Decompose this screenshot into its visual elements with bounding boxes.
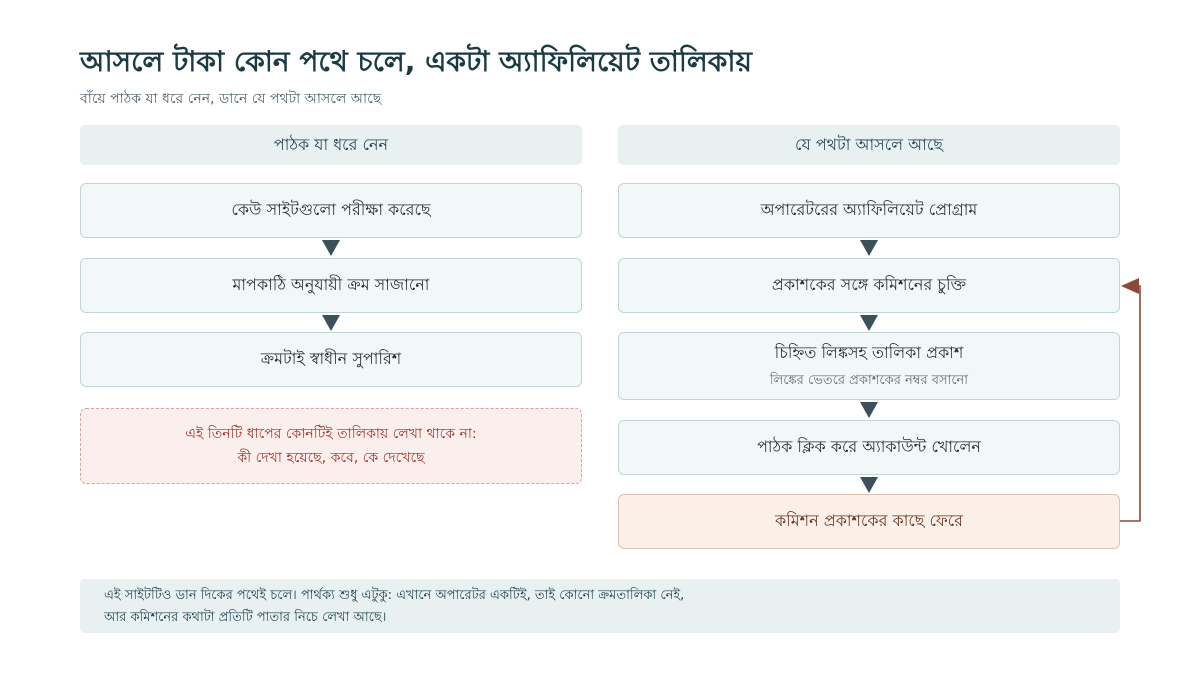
down-arrow-icon bbox=[860, 402, 878, 418]
actual-step-3-label: চিহ্নিত লিঙ্কসহ তালিকা প্রকাশ bbox=[774, 343, 964, 362]
assumed-step-3 bbox=[80, 332, 582, 387]
actual-step-2-label: প্রকাশকের সঙ্গে কমিশনের চুক্তি bbox=[771, 275, 967, 294]
missing-info-note bbox=[80, 408, 582, 484]
assumed-step-2 bbox=[80, 258, 582, 313]
down-arrow-icon bbox=[860, 315, 878, 331]
actual-step-3 bbox=[618, 332, 1120, 400]
missing-info-line-1: এই তিনটি ধাপের কোনটিই তালিকায় লেখা থাকে না: bbox=[185, 426, 477, 442]
page-title: আসলে টাকা কোন পথে চলে, একটা অ্যাফিলিয়েট তালিকায় bbox=[80, 45, 752, 78]
footer-line-2: আর কমিশনের কথাটা প্রতিটি পাতার নিচে লেখা আছে। bbox=[104, 610, 387, 625]
actual-step-3-sublabel: লিঙ্কের ভেতরে প্রকাশকের নম্বর বসানো bbox=[769, 373, 969, 388]
footer-note bbox=[80, 579, 1120, 633]
footer-line-1: এই সাইটটিও ডান দিকের পথেই চলে। পার্থক্য শুধু এটুকু: এখানে অপারেটর একটিই, তাই কোনো ক্রমতালিকা নেই, bbox=[104, 588, 685, 603]
actual-step-1-label: অপারেটরের অ্যাফিলিয়েট প্রোগ্রাম bbox=[760, 200, 978, 219]
actual-step-1 bbox=[618, 183, 1120, 238]
page-subtitle: বাঁয়ে পাঠক যা ধরে নেন, ডানে যে পথটা আসলে আছে bbox=[80, 91, 382, 107]
left-column-header: পাঠক যা ধরে নেন bbox=[80, 125, 582, 165]
actual-step-4-label: পাঠক ক্লিক করে অ্যাকাউন্ট খোলেন bbox=[757, 437, 981, 456]
right-column-header: যে পথটা আসলে আছে bbox=[618, 125, 1120, 165]
assumed-step-1-label: কেউ সাইটগুলো পরীক্ষা করেছে bbox=[231, 200, 431, 219]
down-arrow-icon bbox=[322, 315, 340, 331]
down-arrow-icon bbox=[860, 477, 878, 493]
actual-step-5-label: কমিশন প্রকাশকের কাছে ফেরে bbox=[775, 511, 963, 530]
assumed-step-1 bbox=[80, 183, 582, 238]
actual-step-2 bbox=[618, 258, 1120, 313]
actual-step-4 bbox=[618, 420, 1120, 475]
down-arrow-icon bbox=[322, 240, 340, 256]
missing-info-line-2: কী দেখা হয়েছে, কবে, কে দেখেছে bbox=[237, 450, 425, 466]
actual-step-5 bbox=[618, 494, 1120, 549]
assumed-step-3-label: ক্রমটাই স্বাধীন সুপারিশ bbox=[260, 349, 402, 368]
assumed-step-2-label: মাপকাঠি অনুযায়ী ক্রম সাজানো bbox=[232, 275, 430, 294]
down-arrow-icon bbox=[860, 240, 878, 256]
